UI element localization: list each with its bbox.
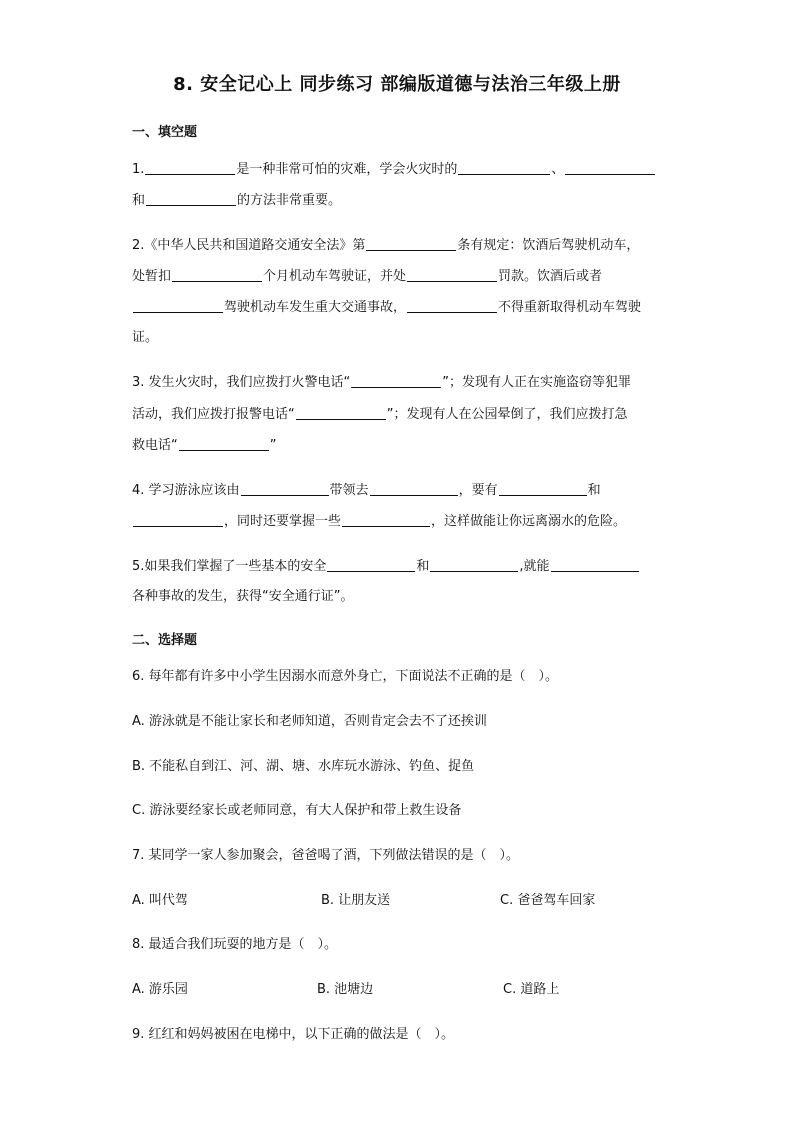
question-2-line-2: 处暂扣 个月机动车驾驶证，并处 罚款。饮酒后或者 (132, 269, 603, 284)
question-4-line-1: 4. 学习游泳应该由 带领去 ，要有 和 (132, 483, 601, 498)
question-8-option-b[interactable]: B. 池塘边 (317, 982, 374, 997)
answer-blank[interactable] (172, 267, 262, 282)
page-title: 8. 安全记心上 同步练习 部编版道德与法治三年级上册 (173, 74, 621, 95)
question-9-stem: 9. 红红和妈妈被困在电梯中，以下正确的做法是（ ）。 (132, 1027, 455, 1042)
question-3-line-3: 救电话“ ” (132, 438, 277, 453)
answer-blank[interactable] (551, 557, 639, 572)
section-heading-fill-in: 一、填空题 (132, 125, 198, 140)
question-3-line-2: 活动，我们应拨打报警电话“ ”；发现有人在公园晕倒了，我们应拨打急 (132, 407, 628, 422)
answer-blank[interactable] (241, 481, 329, 496)
answer-blank[interactable] (370, 481, 458, 496)
answer-blank[interactable] (565, 160, 655, 175)
question-7-option-b[interactable]: B. 让朋友送 (321, 893, 391, 908)
answer-blank[interactable] (407, 267, 497, 282)
answer-blank[interactable] (179, 436, 269, 451)
question-2-line-1: 2.《中华人民共和国道路交通安全法》第 条有规定：饮酒后驾驶机动车， (132, 238, 640, 253)
question-8-option-c[interactable]: C. 道路上 (503, 982, 560, 997)
question-4-line-2: ，同时还要掌握一些 ，这样做能让你远离溺水的危险。 (132, 512, 626, 531)
answer-blank[interactable] (366, 236, 456, 251)
question-2-line-4: 证。 (132, 330, 159, 345)
section-heading-multiple-choice: 二、选择题 (132, 633, 198, 648)
answer-blank[interactable] (296, 405, 386, 420)
question-8-option-a[interactable]: A. 游乐园 (132, 982, 188, 997)
question-8-stem: 8. 最适合我们玩耍的地方是（ ）。 (132, 937, 338, 952)
answer-blank[interactable] (133, 512, 223, 527)
question-2-line-3: 驾驶机动车发生重大交通事故， 不得重新取得机动车驾驶 (132, 298, 641, 317)
question-7-stem: 7. 某同学一家人参加聚会，爸爸喝了酒，下列做法错误的是（ ）。 (132, 848, 520, 863)
answer-blank[interactable] (342, 512, 430, 527)
question-5-line-2: 各种事故的发生，获得“安全通行证”。 (132, 589, 354, 604)
answer-blank[interactable] (499, 481, 587, 496)
answer-blank[interactable] (133, 298, 223, 313)
question-3-line-1: 3. 发生火灾时，我们应拨打火警电话“ ”；发现有人正在实施盗窃等犯罪 (132, 375, 632, 390)
question-5-line-1: 5.如果我们掌握了一些基本的安全 和 ,就能 (132, 557, 640, 576)
question-7-option-a[interactable]: A. 叫代驾 (132, 893, 188, 908)
question-6-stem: 6. 每年都有许多中小学生因溺水而意外身亡，下面说法不正确的是（ ）。 (132, 669, 559, 684)
answer-blank[interactable] (351, 373, 441, 388)
answer-blank[interactable] (146, 191, 236, 206)
answer-blank[interactable] (407, 298, 497, 313)
question-1-line-2: 和 的方法非常重要。 (132, 193, 342, 208)
answer-blank[interactable] (327, 557, 415, 572)
answer-blank[interactable] (145, 160, 235, 175)
question-6-option-a[interactable]: A. 游泳就是不能让家长和老师知道，否则肯定会去不了还挨训 (132, 714, 487, 729)
question-7-option-c[interactable]: C. 爸爸驾车回家 (500, 893, 596, 908)
question-6-option-c[interactable]: C. 游泳要经家长或老师同意，有大人保护和带上救生设备 (132, 803, 462, 818)
question-6-option-b[interactable]: B. 不能私自到江、河、湖、塘、水库玩水游泳、钓鱼、捉鱼 (132, 759, 475, 774)
question-1-line-1: 1. 是一种非常可怕的灾难，学会火灾时的 、 (132, 160, 656, 179)
answer-blank[interactable] (430, 557, 518, 572)
answer-blank[interactable] (458, 160, 550, 175)
